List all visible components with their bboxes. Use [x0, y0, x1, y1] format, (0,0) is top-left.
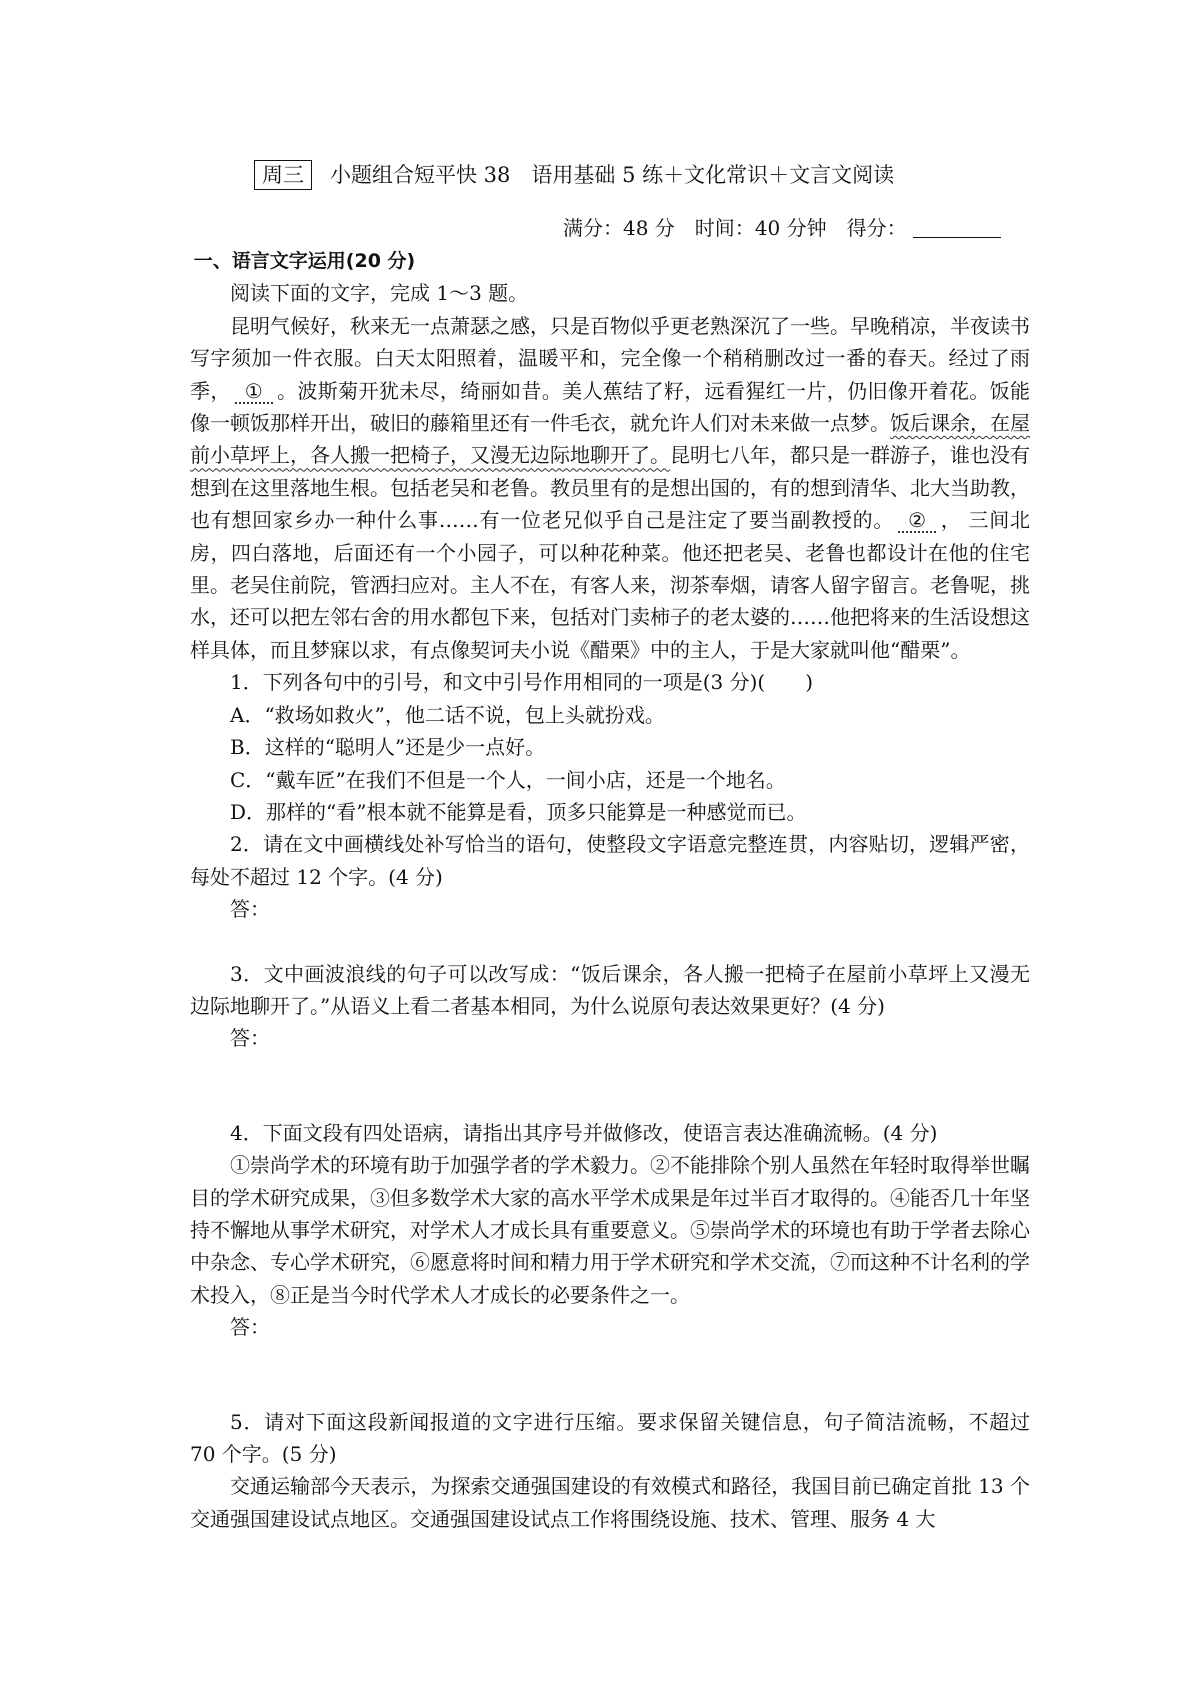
section-heading: 一、语言文字运用(20 分): [193, 250, 416, 272]
section-language-use: [190, 245, 1030, 1535]
passage-part-2: 。波斯菊开犹未尽，绮丽如昔。美人蕉结了籽，远看猩红一片，仍旧像开着花。饭能像一顿饭那样开出，破旧的藤箱里还有一件毛衣，就允许人们对未来做一点梦。: [190, 378, 1031, 436]
reading-passage: [190, 310, 1030, 666]
day-badge: 周三: [254, 160, 312, 190]
question-1-option-c: C．“戴车匠”在我们不但是一个人，一间小店，还是一个地名。: [230, 767, 786, 792]
title-text: 小题组合短平快 38 语用基础 5 练＋文化常识＋文言文阅读: [330, 163, 895, 187]
blank-2: ②: [898, 509, 936, 533]
score-meta: 满分：48 分 时间：40 分钟 得分：: [563, 216, 907, 240]
question-3-answer-space[interactable]: [190, 1055, 1030, 1117]
wavy-underlined-sentence: 饭后课余，在屋前小草坪上，各人搬一把椅子，又漫无边际地聊开了。: [190, 411, 1030, 468]
passage-part-3: 昆明七八年，都只是一群游子，谁也没有想到在这里落地生根。包括老吴和老鲁。教员里有的是想出国的，有的想到清华、北大当助教，也有想回家乡办一种什么事……有一位老兄似乎自己是注定了要当副教授的。: [190, 443, 1030, 533]
question-2-answer-space[interactable]: [190, 926, 1030, 958]
question-1-option-b: B．这样的“聪明人”还是少一点好。: [230, 735, 546, 760]
question-2-stem: 2．请在文中画横线处补写恰当的语句，使整段文字语意完整连贯，内容贴切，逻辑严密，每处不超过 12 个字。(4 分): [190, 832, 1030, 889]
passage-part-4: ， 三间北房，四白落地，后面还有一个小园子，可以种花种菜。他还把老吴、老鲁也都设计在他的住宅里。老吴住前院，管洒扫应对。主人不在，有客人来，沏茶奉烟，请客人留字留言。老鲁呢，挑水，还可以把左邻右舍的用水都包下来，包括对门卖柿子的老太婆的……他把将来的生活设想这样具体，而且梦寐以求，有点像契诃夫小说《醋栗》中的主人，于是大家就叫他“醋栗”。: [190, 508, 1031, 662]
question-5-stem: 5．请对下面这段新闻报道的文字进行压缩。要求保留关键信息，句子简洁流畅，不超过 70 个字。(5 分): [190, 1409, 1030, 1466]
section-intro: 阅读下面的文字，完成 1～3 题。: [230, 281, 529, 306]
question-5-passage: 交通运输部今天表示，为探索交通强国建设的有效模式和路径，我国目前已确定首批 13 个交通强国建设试点地区。交通强国建设试点工作将围绕设施、技术、管理、服务 4 大: [190, 1474, 1030, 1531]
question-4-answer-space[interactable]: [190, 1344, 1030, 1406]
passage-part-1: 昆明气候好，秋来无一点萧瑟之感，只是百物似乎更老熟深沉了一些。早晚稍凉，半夜读书写字须加一件衣服。白天太阳照着，温暖平和，完全像一个稍稍删改过一番的春天。经过了雨季，: [190, 313, 1030, 403]
page-title: [254, 158, 894, 192]
question-1-stem: 1．下列各句中的引号，和文中引号作用相同的一项是(3 分)( ): [230, 670, 814, 695]
blank-1: ①: [235, 380, 273, 404]
question-1-option-a: A．“救场如救火”，他二话不说，包上头就扮戏。: [230, 702, 665, 727]
question-4-stem: 4．下面文段有四处语病，请指出其序号并做修改，使语言表达准确流畅。(4 分): [230, 1120, 938, 1145]
question-4-passage: ①崇尚学术的环境有助于加强学者的学术毅力。②不能排除个别人虽然在年轻时取得举世瞩目的学术研究成果，③但多数学术大家的高水平学术成果是年过半百才取得的。④能否几十年坚持不懈地从事学术研究，对学术人才成长具有重要意义。⑤崇尚学术的环境也有助于学者去除心中杂念、专心学术研究，⑥愿意将时间和精力用于学术研究和学术交流，⑦而这种不计名利的学术投入，⑧正是当今时代学术人才成长的必要条件之一。: [190, 1153, 1030, 1307]
question-3-stem: 3．文中画波浪线的句子可以改写成：“饭后课余，各人搬一把椅子在屋前小草坪上又漫无边际地聊开了。”从语义上看二者基本相同，为什么说原句表达效果更好？(4 分): [190, 961, 1030, 1018]
question-1-option-d: D．那样的“看”根本就不能算是看，顶多只能算是一种感觉而已。: [230, 799, 807, 824]
question-4-answer-label: 答：: [230, 1315, 270, 1340]
question-2-answer-label: 答：: [230, 897, 270, 922]
question-3-answer-label: 答：: [230, 1026, 270, 1051]
score-line: [563, 212, 1001, 244]
score-blank[interactable]: [913, 219, 1001, 238]
